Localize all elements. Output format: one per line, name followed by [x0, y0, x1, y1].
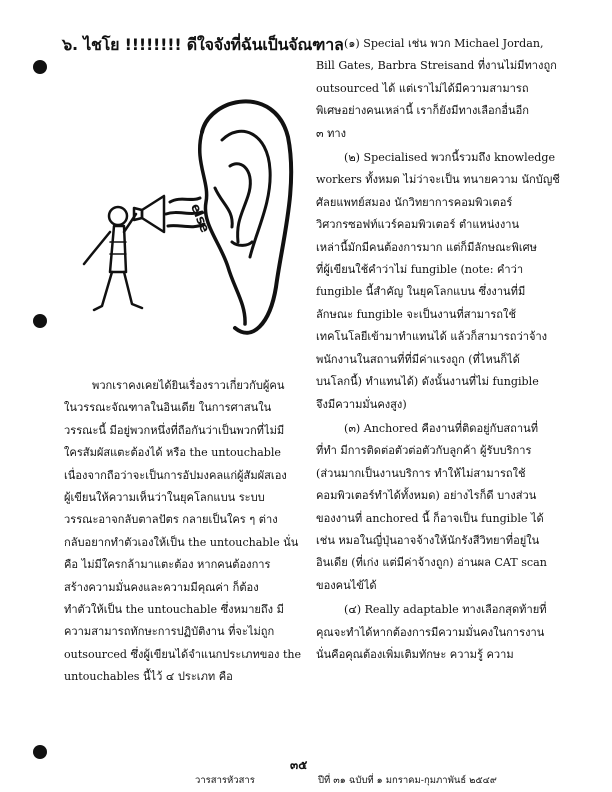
page-number: ๓๕ [290, 758, 308, 772]
issue-info: ปีที่ ๓๑ ฉบับที่ ๑ มกราคม-กุมภาพันธ์ ๒๕๔๙ [318, 775, 497, 786]
right-column [316, 33, 562, 668]
illustration-label: else [187, 201, 213, 235]
intro-paragraph: พวกเราคงเคยได้ยินเรื่องราวเกี่ยวกับผู้คน ในวรรณะจัณฑาลในอินเดีย ในการศาสนใน วรรณะนี้ มีอยู่พวกหนึ่งที่ถือกันว่าเป็นพวกที่ไม่มี ใครสัมผัสแตะต้องได้ หรือ the untouchable เนื่องจากถือว่าจะเป็นการอัปมงคลแก่ผู้สัมผัสเอง ผู้เขียนให้ความเห็นว่าในยุคโลกแบน ระบบ วรรณะอาจกลับตาลปัตร กลายเป็นใคร ๆ ต่าง กลับอยากทำตัวเองให้เป็น the untouchable นั่น คือ ไม่มีใครกล้ามาแตะต้อง หากคนต้องการ สร้างความมั่นคงและความมีคุณค่า ก็ต้อง ทำตัวให้เป็น the untouchable ซึ่งหมายถึง มี ความสามารถทักษะการปฏิบัติงาน ที่จะไม่ถูก outsourced ซึ่งผู้เขียนได้จำแนกประเภทของ the untouchables นี้ไว้ ๔ ประเภท คือ [64, 379, 302, 684]
man-shouting-into-giant-ear-illustration [70, 92, 310, 354]
item-specialised: (๒) Specialised พวกนี้รวมถึง knowledge workers ทั้งหมด ไม่ว่าจะเป็น ทนายความ นักบัญชี ศัลยแพทย์สมอง นักวิทยาการคอมพิวเตอร์ วิศวกรซอฟท์แวร์คอมพิวเตอร์ ตำแหน่งงาน เหล่านี้มักมีคนต้องการมาก แต่ก็มีลักษณะพิเศษ ที่ผู้เขียนใช้คำว่าไม่ fungible (note: คำว่า fungible นี้สำคัญ ในยุคโลกแบน ซึ่งงานที่มี ลักษณะ fungible จะเป็นงานที่สามารถใช้ เทคโนโลยีเข้ามาทำแทนได้ แล้วก็สามารถว่าจ้าง พนักงานในสถานที่ที่มีค่าแรงถูก (ที่ไหนก็ได้ บนโลกนี้) ทำแทนได้) ดังนั้นงานที่ไม่ fungible จึงมีความมั่นคงสูง) [316, 151, 560, 411]
binder-hole [33, 60, 47, 74]
journal-name: วารสารหัวสาร [195, 775, 255, 786]
page-footer [0, 756, 612, 786]
item-really-adaptable: (๔) Really adaptable ทางเลือกสุดท้ายที่ คุณจะทำได้หากต้องการมีความมั่นคงในการงาน นั่นคือคุณต้องเพิ่มเติมทักษะ ความรู้ ความ [316, 603, 547, 661]
binder-hole [33, 314, 47, 328]
item-special: (๑) Special เช่น พวก Michael Jordan, Bill Gates, Barbra Streisand ที่งานไม่มีทางถูก outsourced ได้ แต่เราไม่ได้มีความสามารถ พิเศษอย่างคนเหล่านี้ เราก็ยังมีทางเลือกอื่นอีก ๓ ทาง [316, 37, 557, 140]
item-anchored: (๓) Anchored คืองานที่ติดอยู่กับสถานที่ ที่ทำ มีการติดต่อตัวต่อตัวกับลูกค้า ผู้รับบริการ (ส่วนมากเป็นงานบริการ ทำให้ไม่สามารถใช้ คอมพิวเตอร์ทำได้ทั้งหมด) อย่างไรก็ดี บางส่วน ของงานที่ anchored นี้ ก็อาจเป็น fungible ได้ เช่น หมอในญี่ปุ่นอาจจ้างให้นักรังสีวิทยาที่อยู่ใน อินเดีย (ที่เก่ง แต่มีค่าจ้างถูก) อ่านผล CAT scan ของคนไข้ได้ [316, 421, 547, 592]
left-column [64, 375, 312, 689]
section-heading: ๖. ไชโย !!!!!!!! ดีใจจังที่ฉันเป็นจัณฑาล [62, 35, 344, 54]
